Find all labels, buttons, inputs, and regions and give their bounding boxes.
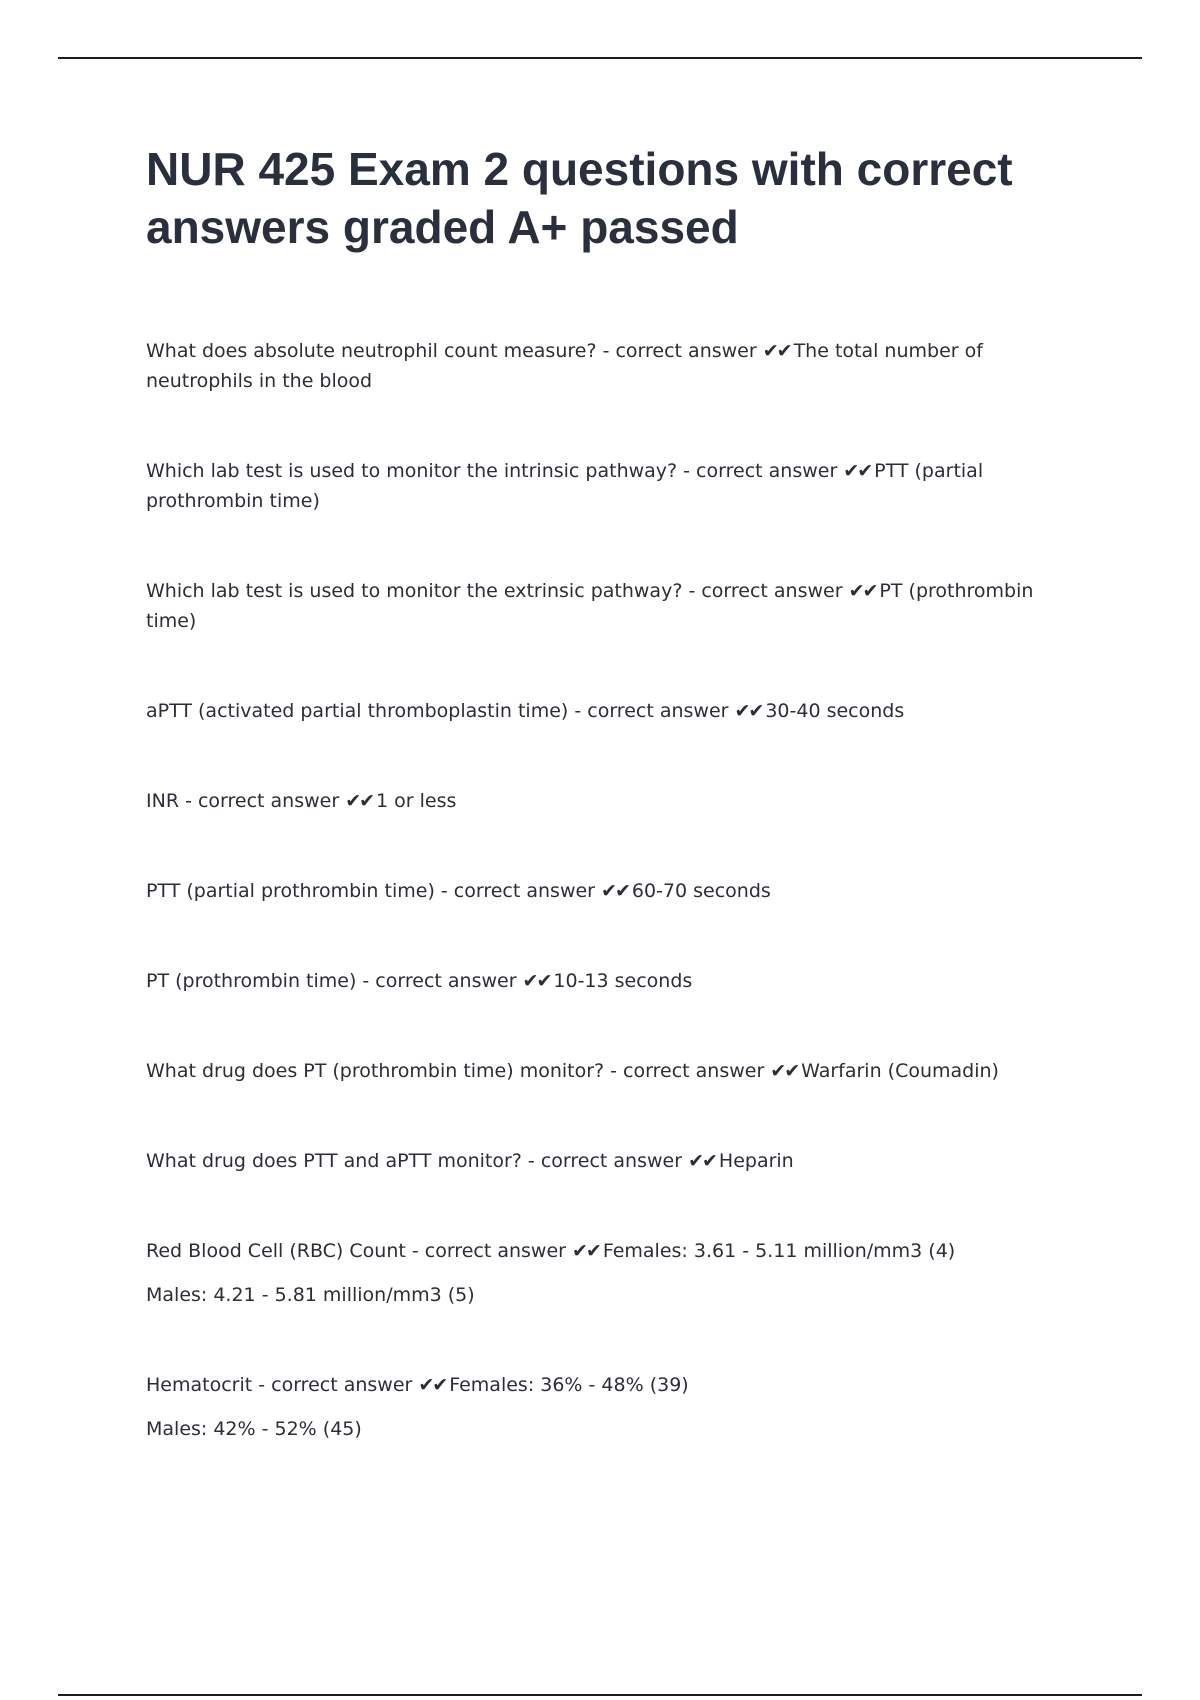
qa-answer: 10-13 seconds	[553, 970, 693, 992]
double-check-icon: ✔✔	[762, 340, 791, 362]
qa-separator: - correct answer	[521, 1150, 689, 1172]
qa-line	[146, 696, 1086, 726]
qa-item	[146, 876, 1086, 906]
qa-item	[146, 696, 1086, 726]
qa-answer-extra: Males: 42% - 52% (45)	[146, 1418, 362, 1440]
qa-item	[146, 1236, 1086, 1310]
qa-line	[146, 336, 1086, 396]
qa-prompt: What drug does PTT and aPTT monitor?	[146, 1150, 522, 1172]
qa-line	[146, 966, 1086, 996]
qa-item	[146, 456, 1086, 516]
top-rule	[58, 57, 1142, 59]
double-check-icon: ✔✔	[571, 1240, 600, 1262]
qa-answer: PTT (partial prothrombin time)	[146, 460, 984, 512]
qa-line	[146, 1146, 1086, 1176]
double-check-icon: ✔✔	[734, 700, 763, 722]
double-check-icon: ✔✔	[848, 580, 877, 602]
qa-answer: 1 or less	[376, 790, 457, 812]
qa-answer-extra: Males: 4.21 - 5.81 million/mm3 (5)	[146, 1284, 475, 1306]
qa-prompt: PT (prothrombin time)	[146, 970, 357, 992]
qa-answer: Females: 3.61 - 5.11 million/mm3 (4)	[602, 1240, 956, 1262]
qa-line	[146, 576, 1086, 636]
qa-separator: - correct answer	[682, 580, 849, 602]
qa-prompt: Which lab test is used to monitor the intrinsic pathway?	[146, 460, 678, 482]
double-check-icon: ✔✔	[688, 1150, 716, 1172]
double-check-icon: ✔✔	[843, 460, 872, 482]
qa-answer: Warfarin (Coumadin)	[801, 1060, 999, 1082]
double-check-icon: ✔✔	[770, 1060, 799, 1082]
qa-prompt: What does absolute neutrophil count measure?	[146, 340, 597, 362]
qa-answer: 30-40 seconds	[765, 700, 905, 722]
qa-item	[146, 1146, 1086, 1176]
bottom-rule	[58, 1694, 1142, 1696]
qa-answer: The total number of neutrophils in the blood	[146, 340, 983, 392]
qa-prompt: Red Blood Cell (RBC) Count	[146, 1240, 406, 1262]
qa-separator: - correct answer	[596, 340, 763, 362]
qa-line	[146, 876, 1086, 906]
qa-item	[146, 786, 1086, 816]
qa-separator: - correct answer	[434, 880, 602, 902]
qa-separator: - correct answer	[405, 1240, 572, 1262]
qa-line	[146, 1370, 1086, 1400]
qa-answer: Females: 36% - 48% (39)	[449, 1374, 689, 1396]
qa-answer: 60-70 seconds	[631, 880, 771, 902]
qa-separator: - correct answer	[356, 970, 523, 992]
qa-list	[146, 336, 1086, 1444]
document-title: NUR 425 Exam 2 questions with correct answers graded A+ passed	[146, 143, 1013, 253]
qa-line	[146, 786, 1086, 816]
qa-item	[146, 1056, 1086, 1086]
qa-answer: Heparin	[718, 1150, 794, 1172]
qa-prompt: aPTT (activated partial thromboplastin time)	[146, 700, 569, 722]
qa-item	[146, 336, 1086, 396]
qa-separator: - correct answer	[179, 790, 346, 812]
qa-line	[146, 1056, 1086, 1086]
document-body	[146, 140, 1086, 1504]
double-check-icon: ✔✔	[418, 1374, 447, 1396]
qa-prompt: Hematocrit	[146, 1374, 253, 1396]
qa-item	[146, 966, 1086, 996]
double-check-icon: ✔✔	[522, 970, 551, 992]
qa-answer: PT (prothrombin time)	[146, 580, 1034, 632]
qa-prompt: INR	[146, 790, 180, 812]
qa-separator: - correct answer	[677, 460, 844, 482]
qa-separator: - correct answer	[604, 1060, 771, 1082]
double-check-icon: ✔✔	[601, 880, 629, 902]
qa-prompt: PTT (partial prothrombin time)	[146, 880, 435, 902]
qa-line	[146, 456, 1086, 516]
qa-separator: - correct answer	[568, 700, 735, 722]
qa-item	[146, 1370, 1086, 1444]
qa-prompt: What drug does PT (prothrombin time) monitor?	[146, 1060, 605, 1082]
qa-line	[146, 1236, 1086, 1266]
double-check-icon: ✔✔	[345, 790, 374, 812]
qa-separator: - correct answer	[252, 1374, 419, 1396]
qa-prompt: Which lab test is used to monitor the extrinsic pathway?	[146, 580, 683, 602]
qa-item	[146, 576, 1086, 636]
